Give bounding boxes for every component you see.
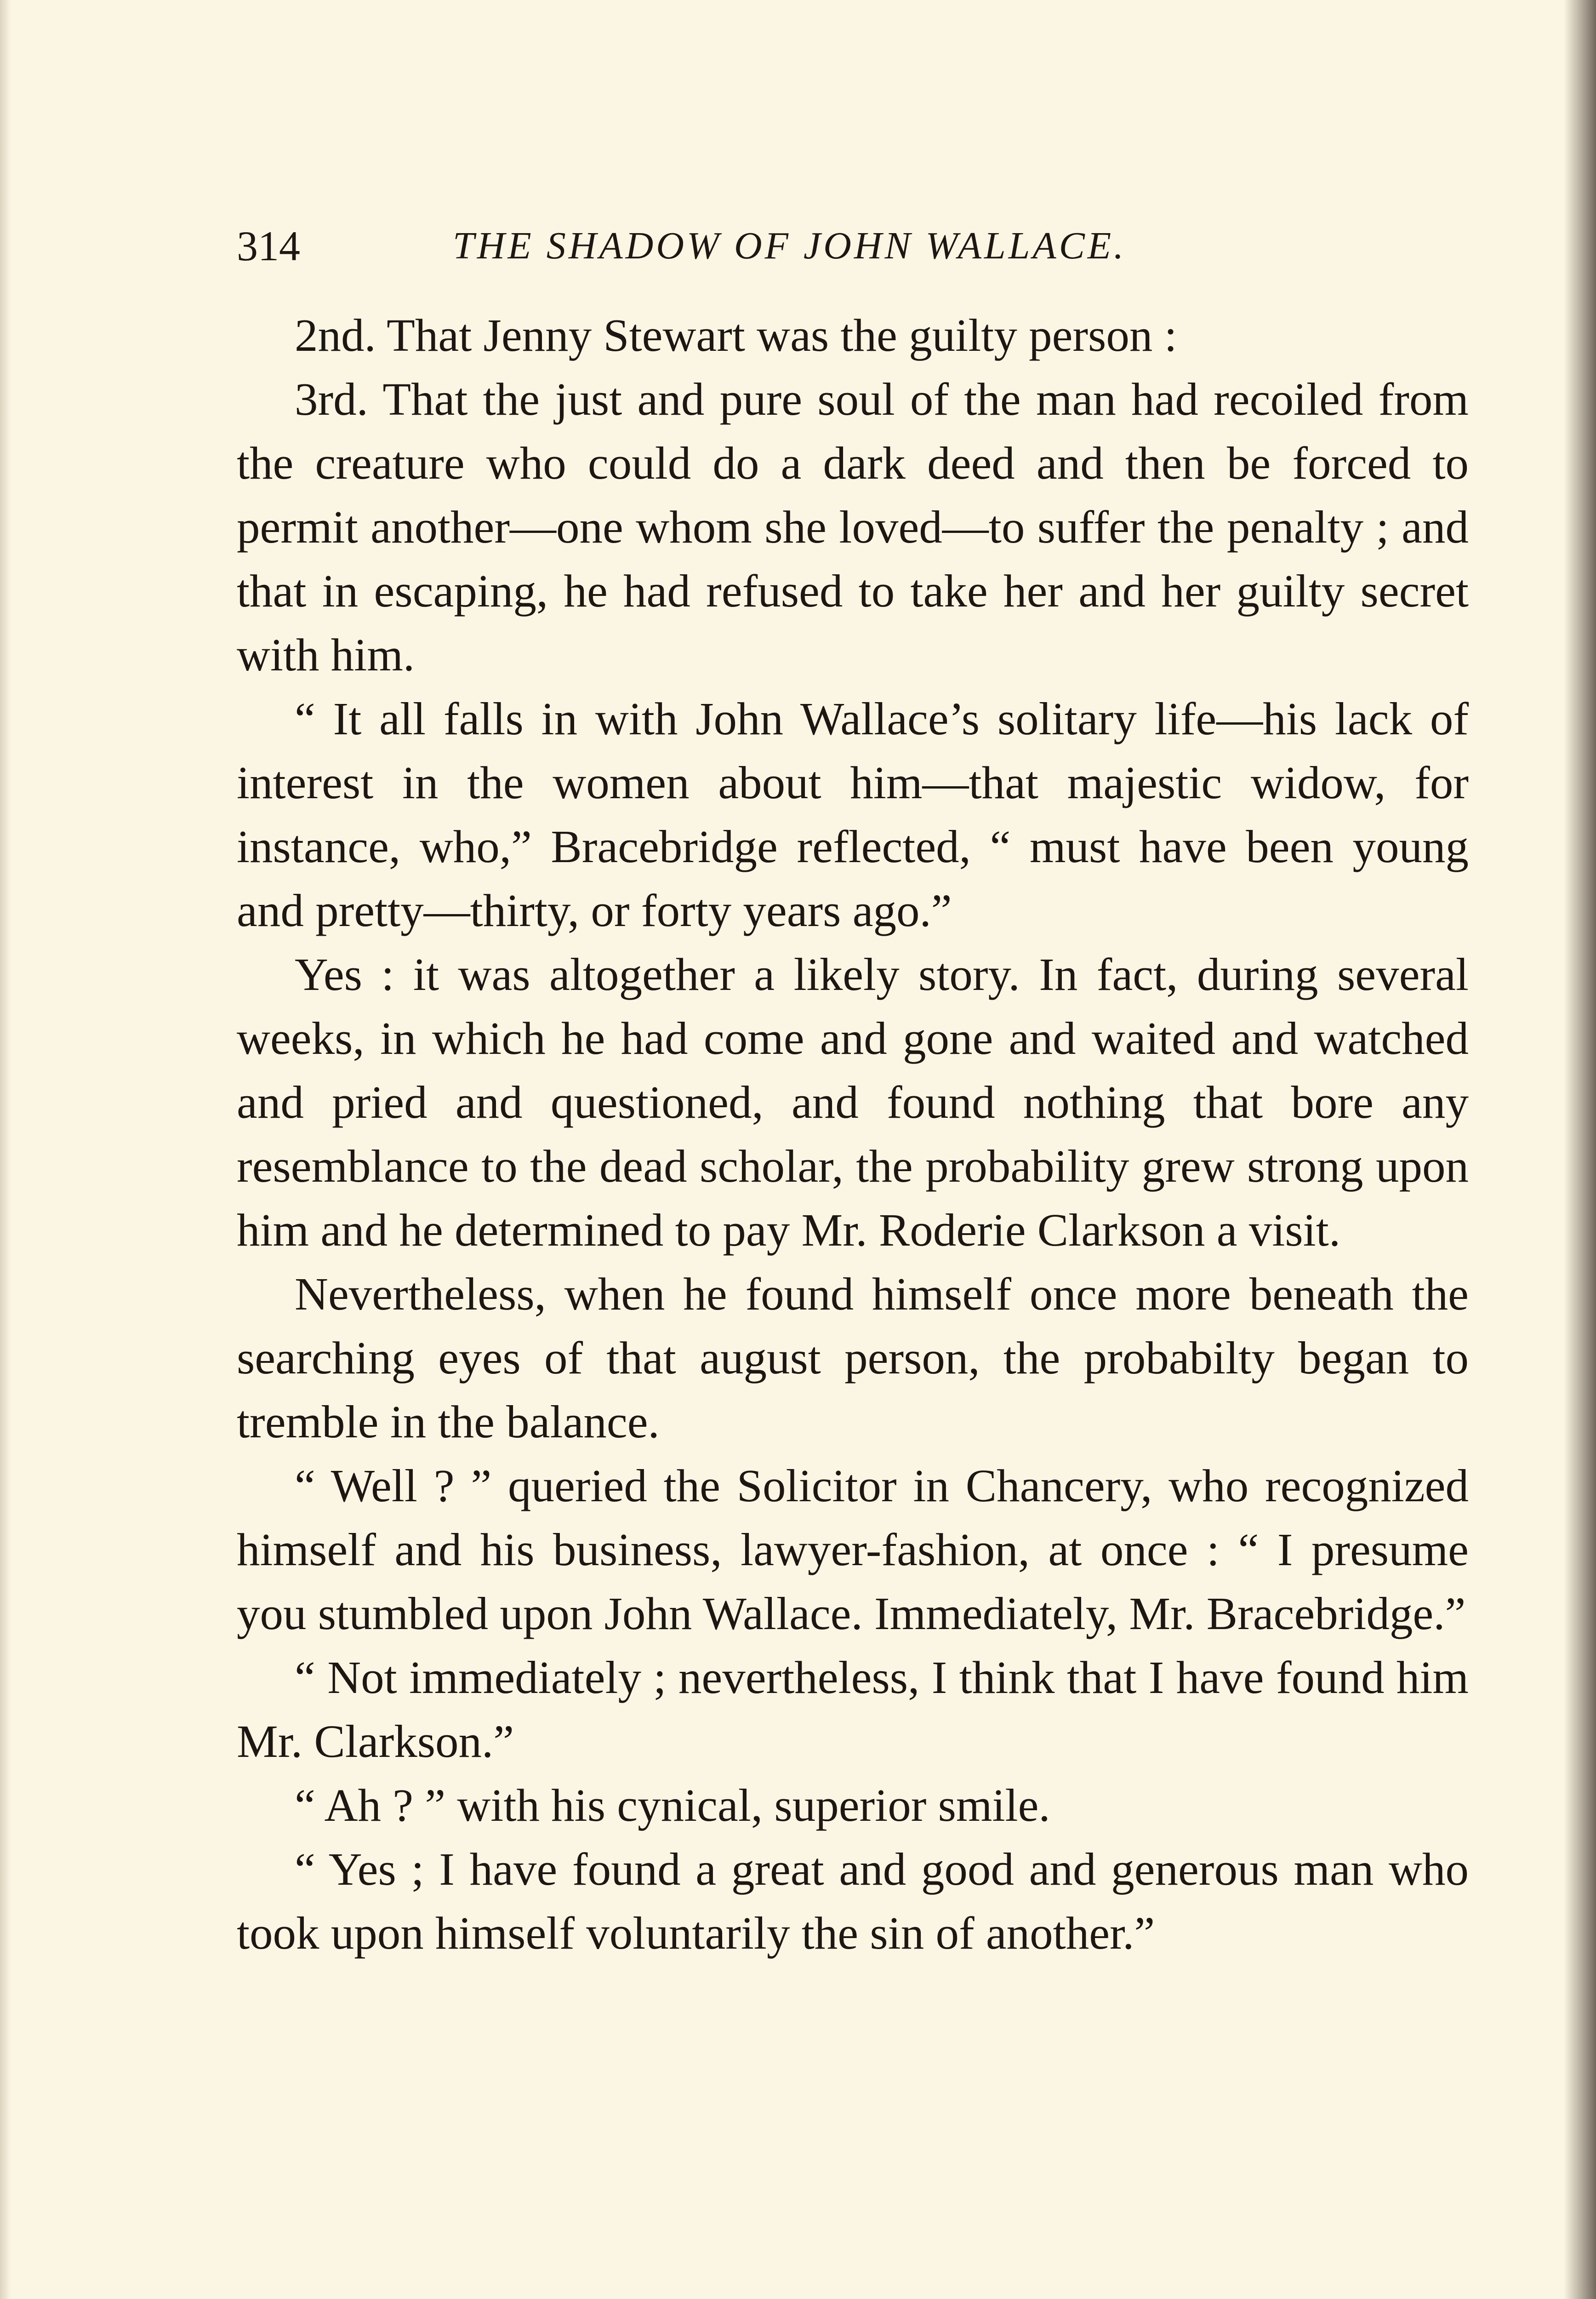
page-number: 314: [237, 223, 300, 269]
paragraph-yes-found: “ Yes ; I have found a great and good and generous man who took upon himself voluntarily the sin of another.”: [237, 1843, 1469, 1959]
page-edge-left: [0, 0, 11, 2299]
page-header: [237, 216, 1469, 276]
body-text: [237, 303, 1469, 1965]
page-gutter-shadow: [1564, 0, 1596, 2299]
running-title: THE SHADOW OF JOHN WALLACE.: [453, 224, 1127, 267]
paragraph-well-queried: “ Well ? ” queried the Solicitor in Chancery, who recognized himself and his business, lawyer-fashion, at once : “ I presume you stumbled upon John Wallace. Immediately, Mr. Bracebridge.”: [237, 1460, 1469, 1639]
paragraph-nevertheless: Nevertheless, when he found himself once more beneath the searching eyes of that august person, the probabilty began to tremble in the balance.: [237, 1268, 1469, 1447]
paragraph-solitary-life: “ It all falls in with John Wallace’s solitary life—his lack of interest in the women about him—that majestic widow, for instance, who,” Bracebridge reflected, “ must have been young and pretty—thirty, or forty years ago.”: [237, 693, 1469, 936]
paragraph-2nd-point: 2nd. That Jenny Stewart was the guilty person :: [295, 309, 1177, 361]
paragraph-likely-story: Yes : it was altogether a likely story. In fact, during several weeks, in which he had come and gone and waited and watched and pried and questioned, and found nothing that bore any resemblance to the dead scholar, the probability grew strong upon him and he determined to pay Mr. Roderie Clarkson a visit.: [237, 949, 1469, 1256]
paragraph-3rd-point: 3rd. That the just and pure soul of the man had recoiled from the creature who could do a dark deed and then be forced to permit another—one whom she loved—to suffer the penalty ; and that in escaping, he had refused to take her and her guilty secret with him.: [237, 373, 1469, 681]
paragraph-not-immediately: “ Not immediately ; nevertheless, I think that I have found him Mr. Clarkson.”: [237, 1652, 1469, 1767]
paragraph-ah: “ Ah ? ” with his cynical, superior smile.: [295, 1779, 1050, 1831]
